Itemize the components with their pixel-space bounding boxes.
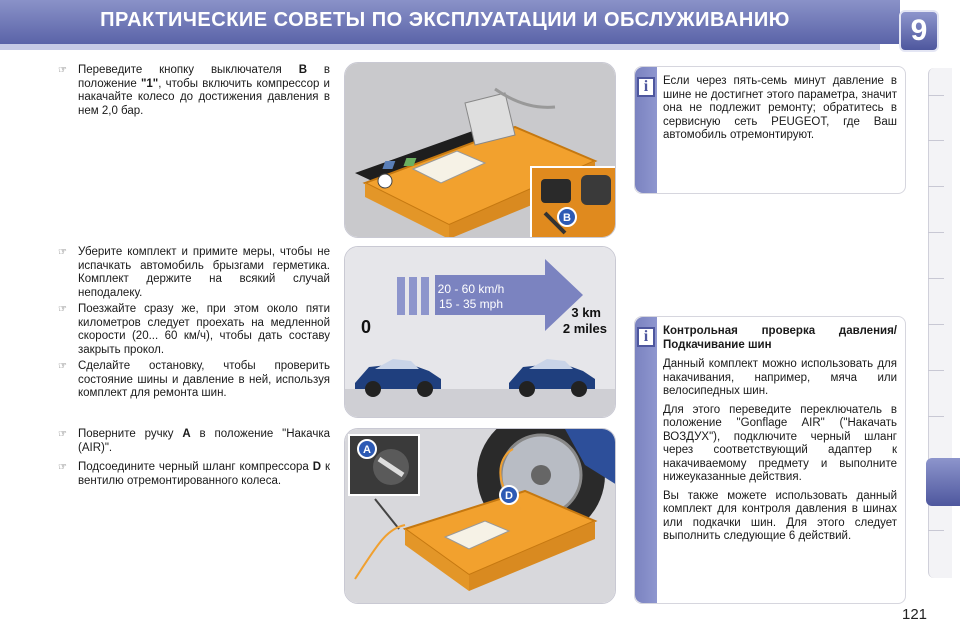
instruction-item: ☞ Сделайте остановку, чтобы проверить состояние шины и давление в ней, используя комплект для ремонта шин. — [58, 360, 330, 399]
info-paragraph: Данный комплект можно использовать для накачивания, например, мяча или велосипедных шин. — [663, 358, 897, 397]
header-underline — [0, 44, 880, 50]
info-paragraph: Вы также можете использовать данный комплект для контроля давления в шинах или подкачки шин. Для этого следует выполнить следующие 6 действий. — [663, 489, 897, 542]
page-number: 121 — [902, 606, 928, 623]
rail-tick — [928, 95, 944, 96]
bullet-icon: ☞ — [58, 247, 67, 258]
info-box-pressure-warning — [634, 66, 906, 194]
instruction-item: ☞ Поверните ручку A в положение "Накачка (AIR)". — [58, 428, 331, 454]
info-text: Если через пять-семь минут давление в шине не достигнет этого параметра, значит она не подлежит ремонту; обратитесь в сервисную сеть PEUGEOT, где Ваш автомобиль отремонтируют. — [663, 75, 897, 141]
rail-tick — [928, 530, 944, 531]
info-box-pressure-check — [634, 316, 906, 604]
bullet-icon: ☞ — [58, 462, 67, 473]
info-body — [663, 67, 905, 151]
rail-tick — [928, 232, 944, 233]
rail-tick — [928, 416, 944, 417]
bullet-icon: ☞ — [58, 361, 67, 372]
rail-tick — [928, 140, 944, 141]
rail-tick — [928, 324, 944, 325]
callout-a: A — [363, 444, 371, 456]
info-paragraph: Для этого переведите переключатель в положение "Gonflage AIR" ("Накачать ВОЗДУХ"), подключите черный шланг через соответствующий адаптер к накачиваемому предмету и выполните нижеуказанные действия. — [663, 403, 897, 483]
page-title: ПРАКТИЧЕСКИЕ СОВЕТЫ ПО ЭКСПЛУАТАЦИИ И ОБСЛУЖИВАНИЮ — [100, 9, 790, 31]
label-d: D — [312, 461, 322, 473]
label-b: B — [298, 64, 307, 76]
illustration-drive-instruction — [344, 246, 616, 418]
rail-tick — [928, 186, 944, 187]
chapter-tab-active[interactable] — [926, 458, 960, 506]
label-a: A — [182, 428, 191, 440]
instruction-block-2 — [58, 246, 330, 401]
speed-kmh: 20 - 60 km/h — [437, 282, 505, 296]
page-header — [0, 0, 960, 52]
illustration-hose-connection — [344, 428, 616, 604]
instruction-item: ☞ Подсоедините черный шланг компрессора D к вентилю отремонтированного колеса. — [58, 461, 330, 487]
instruction-item: ☞ Уберите комплект и примите меры, чтобы не испачкать автомобиль брызгами герметика. Комплект держите на всякий случай неподалеку. — [58, 246, 330, 299]
rail-tick — [928, 370, 944, 371]
bullet-icon: ☞ — [58, 304, 67, 315]
start-marker: 0 — [361, 317, 372, 337]
info-body — [663, 317, 905, 552]
distance-miles: 2 miles — [562, 321, 607, 336]
distance-km: 3 km — [571, 305, 601, 320]
callout-d: D — [505, 490, 513, 502]
callout-b: B — [563, 212, 571, 224]
instruction-item: ☞ Переведите кнопку выключателя B в положение "1", чтобы включить компрессор и накачайте колесо до достижения давления в нем 2,0 бар. — [58, 64, 330, 117]
chapter-number: 9 — [899, 10, 939, 52]
instruction-item: ☞ Поезжайте сразу же, при этом около пяти километров следует проехать на медленной скорости (20... 60 км/ч), чтобы дать составу закрыть прокол. — [58, 303, 330, 356]
bullet-icon: ☞ — [58, 429, 67, 440]
info-icon: i — [637, 77, 655, 97]
rail-tick — [928, 278, 944, 279]
instruction-block-1 — [58, 64, 330, 118]
illustration-compressor-switch — [344, 62, 616, 238]
bullet-icon: ☞ — [58, 65, 67, 76]
info-icon: i — [637, 327, 655, 347]
info-title: Контрольная проверка давления/ Подкачивание шин — [663, 325, 897, 351]
speed-mph: 15 - 35 mph — [438, 297, 504, 311]
instruction-block-3 — [58, 428, 330, 488]
info-bar — [635, 317, 657, 603]
position-1: "1" — [140, 77, 159, 90]
